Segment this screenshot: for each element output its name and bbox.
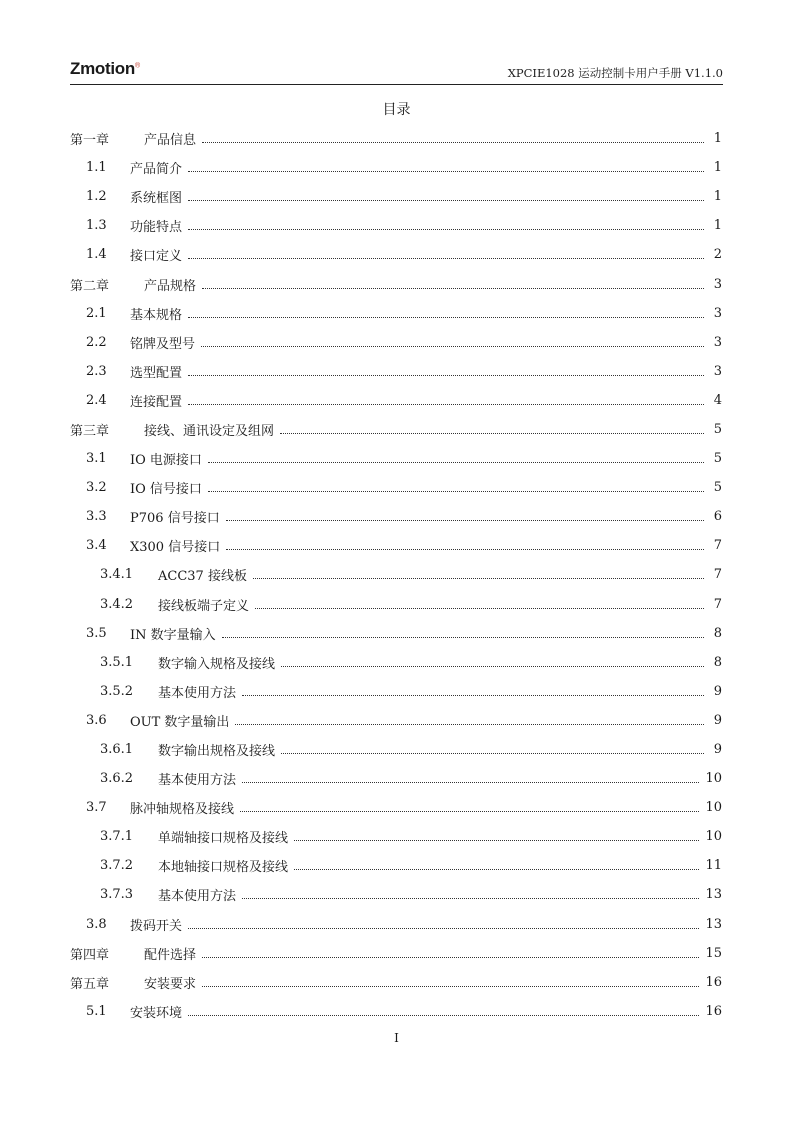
toc-entry[interactable] [70, 910, 722, 939]
toc-dot-leader [188, 258, 704, 259]
page-number: I [394, 1031, 399, 1045]
toc-entry-title: 单端轴接口规格及接线 [158, 831, 289, 847]
toc-entry-number: 3.4 [86, 538, 107, 554]
toc-dot-leader [235, 724, 704, 725]
toc-entry[interactable] [70, 211, 722, 240]
toc-entry[interactable] [70, 706, 722, 735]
toc-entry-number: 3.7.2 [100, 858, 134, 874]
toc-entry[interactable] [70, 299, 722, 328]
toc-entry-number: 3.5.1 [100, 654, 134, 670]
toc-entry-page: 9 [713, 712, 722, 728]
toc-dot-leader [188, 229, 704, 230]
toc-entry-number: 第一章 [70, 133, 110, 149]
toc-entry-number: 5.1 [86, 1003, 107, 1019]
toc-entry[interactable] [70, 153, 722, 182]
toc-entry-page: 5 [713, 421, 722, 437]
toc-entry-number: 3.4.2 [100, 596, 134, 612]
toc-entry-page: 3 [713, 334, 722, 350]
toc-dot-leader [202, 142, 704, 143]
toc-entry-title: IO 电源接口 [130, 453, 202, 469]
toc-dot-leader [281, 666, 704, 667]
toc-dot-leader [201, 346, 704, 347]
toc-entry[interactable] [70, 590, 722, 619]
toc-entry[interactable] [70, 735, 722, 764]
toc-entry-page: 10 [705, 800, 722, 816]
toc-entry-number: 3.3 [86, 509, 107, 525]
toc-entry-title: IN 数字量输入 [130, 627, 216, 643]
toc-dot-leader [226, 549, 704, 550]
logo-text: Zmotion [70, 59, 135, 78]
toc-entry-page: 9 [713, 742, 722, 758]
toc-entry[interactable] [70, 240, 722, 269]
toc-entry-page: 10 [705, 771, 722, 787]
toc-entry[interactable] [70, 386, 722, 415]
toc-entry[interactable] [70, 502, 722, 531]
toc-entry-page: 16 [705, 974, 722, 990]
toc-entry-page: 6 [713, 509, 722, 525]
zmotion-logo [70, 59, 140, 79]
toc-entry-title: 接线板端子定义 [158, 598, 250, 614]
toc-entry-page: 5 [713, 480, 722, 496]
toc-entry[interactable] [70, 851, 722, 880]
toc-entry-title: 产品简介 [130, 162, 183, 178]
toc-entry-number: 2.3 [86, 363, 107, 379]
toc-entry-number: 3.6.2 [100, 771, 134, 787]
toc-entry-title: 接口定义 [130, 249, 183, 265]
toc-entry-number: 3.7.1 [100, 829, 134, 845]
toc-dot-leader [226, 520, 704, 521]
toc-entry-number: 3.2 [86, 480, 107, 496]
toc-entry-title: 基本使用方法 [158, 889, 237, 905]
document-title: XPCIE1028 运动控制卡用户手册 V1.1.0 [507, 66, 723, 80]
toc-entry-number: 1.3 [86, 218, 107, 234]
toc-entry-page: 3 [713, 276, 722, 292]
toc-dot-leader [280, 433, 704, 434]
toc-dot-leader [202, 957, 699, 958]
toc-entry-title: 基本使用方法 [158, 773, 237, 789]
toc-entry-page: 8 [713, 625, 722, 641]
toc-dot-leader [222, 637, 704, 638]
toc-entry-title: 产品信息 [144, 133, 197, 149]
toc-entry-number: 2.2 [86, 334, 107, 350]
toc-dot-leader [240, 811, 699, 812]
toc-entry-title: 安装要求 [144, 976, 197, 992]
toc-entry-number: 3.5.2 [100, 683, 134, 699]
toc-dot-leader [188, 317, 704, 318]
toc-dot-leader [188, 1015, 699, 1016]
toc-dot-leader [208, 491, 704, 492]
toc-entry-page: 3 [713, 305, 722, 321]
toc-entry[interactable] [70, 531, 722, 560]
toc-entry-title: X300 信号接口 [130, 540, 221, 556]
toc-dot-leader [188, 375, 704, 376]
toc-dot-leader [188, 928, 699, 929]
toc-entry-page: 16 [705, 1003, 722, 1019]
toc-entry-page: 7 [713, 538, 722, 554]
toc-entry-page: 2 [713, 247, 722, 263]
toc-entry-title: 系统框图 [130, 191, 183, 207]
toc-entry[interactable] [70, 124, 722, 153]
toc-entry-number: 2.1 [86, 305, 107, 321]
toc-entry[interactable] [70, 648, 722, 677]
toc-entry-page: 15 [705, 945, 722, 961]
toc-dot-leader [188, 200, 704, 201]
toc-entry-title: 脉冲轴规格及接线 [130, 802, 235, 818]
toc-entry[interactable] [70, 269, 722, 298]
toc-dot-leader [242, 695, 704, 696]
toc-entry-title: IO 信号接口 [130, 482, 202, 498]
toc-entry-number: 3.5 [86, 625, 107, 641]
toc-entry[interactable] [70, 822, 722, 851]
toc-entry[interactable] [70, 939, 722, 968]
toc-entry-title: 本地轴接口规格及接线 [158, 860, 289, 876]
toc-entry-title: ACC37 接线板 [158, 569, 247, 585]
toc-entry-title: OUT 数字量输出 [130, 714, 230, 730]
toc-dot-leader [242, 898, 699, 899]
toc-entry[interactable] [70, 997, 722, 1026]
toc-entry-title: 安装环境 [130, 1005, 183, 1021]
toc-entry[interactable] [70, 182, 722, 211]
toc-entry[interactable] [70, 677, 722, 706]
toc-entry-number: 3.7 [86, 800, 107, 816]
toc-dot-leader [188, 171, 704, 172]
toc-entry-page: 13 [705, 916, 722, 932]
toc-entry-title: 基本规格 [130, 307, 183, 323]
toc-entry[interactable] [70, 619, 722, 648]
toc-entry-page: 7 [713, 567, 722, 583]
toc-entry[interactable] [70, 968, 722, 997]
toc-entry-title: 拨码开关 [130, 918, 183, 934]
registered-mark: ® [134, 62, 140, 70]
toc-dot-leader [281, 753, 704, 754]
toc-entry-title: 配件选择 [144, 947, 197, 963]
toc-entry-title: 基本使用方法 [158, 685, 237, 701]
toc-entry[interactable] [70, 444, 722, 473]
toc-dot-leader [255, 608, 704, 609]
toc-dot-leader [202, 986, 699, 987]
toc-entry-title: P706 信号接口 [130, 511, 220, 527]
toc-entry-title: 铭牌及型号 [130, 336, 196, 352]
toc-entry-number: 2.4 [86, 392, 107, 408]
toc-entry[interactable] [70, 328, 722, 357]
toc-entry-title: 功能特点 [130, 220, 183, 236]
toc-dot-leader [242, 782, 699, 783]
toc-entry-number: 1.4 [86, 247, 107, 263]
toc-entry-title: 接线、通讯设定及组网 [144, 423, 275, 439]
toc-entry-title: 数字输出规格及接线 [158, 744, 276, 760]
toc-entry-number: 3.6.1 [100, 742, 134, 758]
toc-entry[interactable] [70, 880, 722, 909]
toc-entry-page: 5 [713, 451, 722, 467]
toc-entry-page: 1 [713, 131, 722, 147]
toc-entry[interactable] [70, 357, 722, 386]
toc-entry-number: 3.7.3 [100, 887, 134, 903]
toc-entry-number: 第三章 [70, 423, 110, 439]
toc-dot-leader [188, 404, 704, 405]
toc-entry-number: 第五章 [70, 976, 110, 992]
table-of-contents [70, 124, 722, 1026]
toc-entry-page: 4 [713, 392, 722, 408]
toc-entry-number: 1.1 [86, 160, 107, 176]
toc-entry-page: 1 [713, 189, 722, 205]
toc-entry[interactable] [70, 473, 722, 502]
toc-entry-page: 1 [713, 160, 722, 176]
toc-entry-page: 13 [705, 887, 722, 903]
toc-entry-number: 3.6 [86, 712, 107, 728]
toc-entry[interactable] [70, 793, 722, 822]
toc-dot-leader [294, 840, 699, 841]
toc-entry-title: 产品规格 [144, 278, 197, 294]
toc-entry-number: 3.1 [86, 451, 107, 467]
page-header [70, 60, 723, 85]
toc-entry-number: 3.4.1 [100, 567, 134, 583]
toc-entry-number: 1.2 [86, 189, 107, 205]
toc-entry-page: 10 [705, 829, 722, 845]
toc-entry-number: 第四章 [70, 947, 110, 963]
toc-entry-number: 第二章 [70, 278, 110, 294]
toc-dot-leader [294, 869, 699, 870]
toc-heading: 目录 [382, 102, 411, 118]
toc-dot-leader [208, 462, 704, 463]
toc-entry[interactable] [70, 764, 722, 793]
toc-entry-title: 连接配置 [130, 394, 183, 410]
toc-entry[interactable] [70, 560, 722, 589]
toc-dot-leader [253, 578, 704, 579]
toc-entry-number: 3.8 [86, 916, 107, 932]
toc-entry-title: 数字输入规格及接线 [158, 656, 276, 672]
toc-entry-title: 选型配置 [130, 365, 183, 381]
toc-dot-leader [202, 288, 704, 289]
toc-entry-page: 3 [713, 363, 722, 379]
toc-entry[interactable] [70, 415, 722, 444]
toc-entry-page: 1 [713, 218, 722, 234]
toc-entry-page: 11 [705, 858, 722, 874]
toc-entry-page: 9 [713, 683, 722, 699]
toc-entry-page: 7 [713, 596, 722, 612]
toc-entry-page: 8 [713, 654, 722, 670]
